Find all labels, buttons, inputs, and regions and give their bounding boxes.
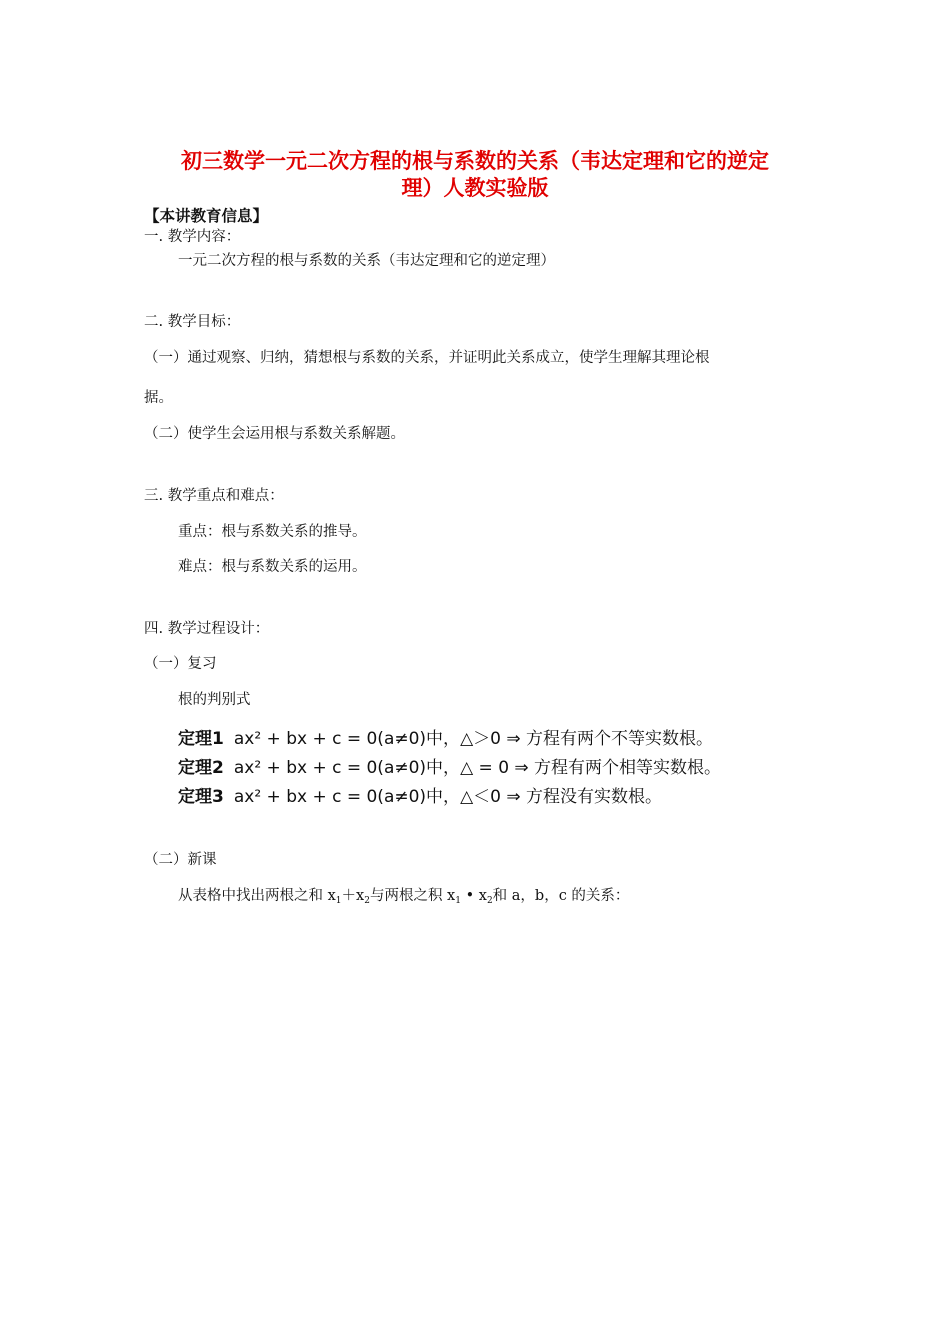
subscript: 2 xyxy=(364,896,370,906)
theorem-condition: △ = 0 ⇒ 方程有两个相等实数根。 xyxy=(460,758,722,778)
theorem-label: 定理2 xyxy=(178,758,224,778)
objective-2: （二）使学生会运用根与系数关系解题。 xyxy=(144,426,405,442)
difficult-point: 难点：根与系数关系的运用。 xyxy=(178,559,367,575)
text-fragment: 和 a，b，c 的关系： xyxy=(492,888,630,904)
section-1-body: 一元二次方程的根与系数的关系（韦达定理和它的逆定理） xyxy=(178,253,555,269)
section-2-heading: 二. 教学目标： xyxy=(144,314,241,330)
document-title-line-1: 初三数学一元二次方程的根与系数的关系（韦达定理和它的逆定 xyxy=(181,149,769,173)
subsection-new-lesson: （二）新课 xyxy=(144,852,217,868)
discriminant-label: 根的判别式 xyxy=(178,692,251,708)
subscript: 2 xyxy=(486,896,493,906)
key-point: 重点：根与系数关系的推导。 xyxy=(178,524,367,540)
subscript: 1 xyxy=(455,896,461,906)
theorem-label: 定理1 xyxy=(178,729,224,749)
text-fragment: 从表格中找出两根之和 x xyxy=(178,888,336,904)
section-4-heading: 四. 教学过程设计： xyxy=(144,621,270,637)
section-3-heading: 三. 教学重点和难点： xyxy=(144,488,284,504)
section-1-heading: 一. 教学内容： xyxy=(144,229,241,245)
theorem-3 xyxy=(178,786,662,808)
text-fragment: ＋x xyxy=(341,888,365,904)
section-tag: 【本讲教育信息】 xyxy=(144,207,269,225)
theorem-condition: △＜0 ⇒ 方程没有实数根。 xyxy=(460,787,663,807)
document-title-line-2: 理）人教实验版 xyxy=(401,176,549,200)
objective-1-line-2: 据。 xyxy=(144,390,173,406)
theorem-label: 定理3 xyxy=(178,787,224,807)
subscript: 1 xyxy=(335,896,342,906)
objective-1-line-1: （一）通过观察、归纳，猜想根与系数的关系，并证明此关系成立，使学生理解其理论根 xyxy=(144,350,710,366)
text-fragment: • x xyxy=(460,888,487,904)
theorem-equation: ax² + bx + c = 0(a≠0)中， xyxy=(233,787,461,807)
subsection-review: （一）复习 xyxy=(144,656,217,672)
theorem-condition: △＞0 ⇒ 方程有两个不等实数根。 xyxy=(460,729,714,749)
theorem-1 xyxy=(178,728,713,750)
new-lesson-instruction xyxy=(178,887,629,910)
theorem-2 xyxy=(178,757,721,779)
theorem-equation: ax² + bx + c = 0(a≠0)中， xyxy=(233,758,461,778)
text-fragment: 与两根之积 x xyxy=(369,888,456,904)
theorem-equation: ax² + bx + c = 0(a≠0)中， xyxy=(233,729,461,749)
